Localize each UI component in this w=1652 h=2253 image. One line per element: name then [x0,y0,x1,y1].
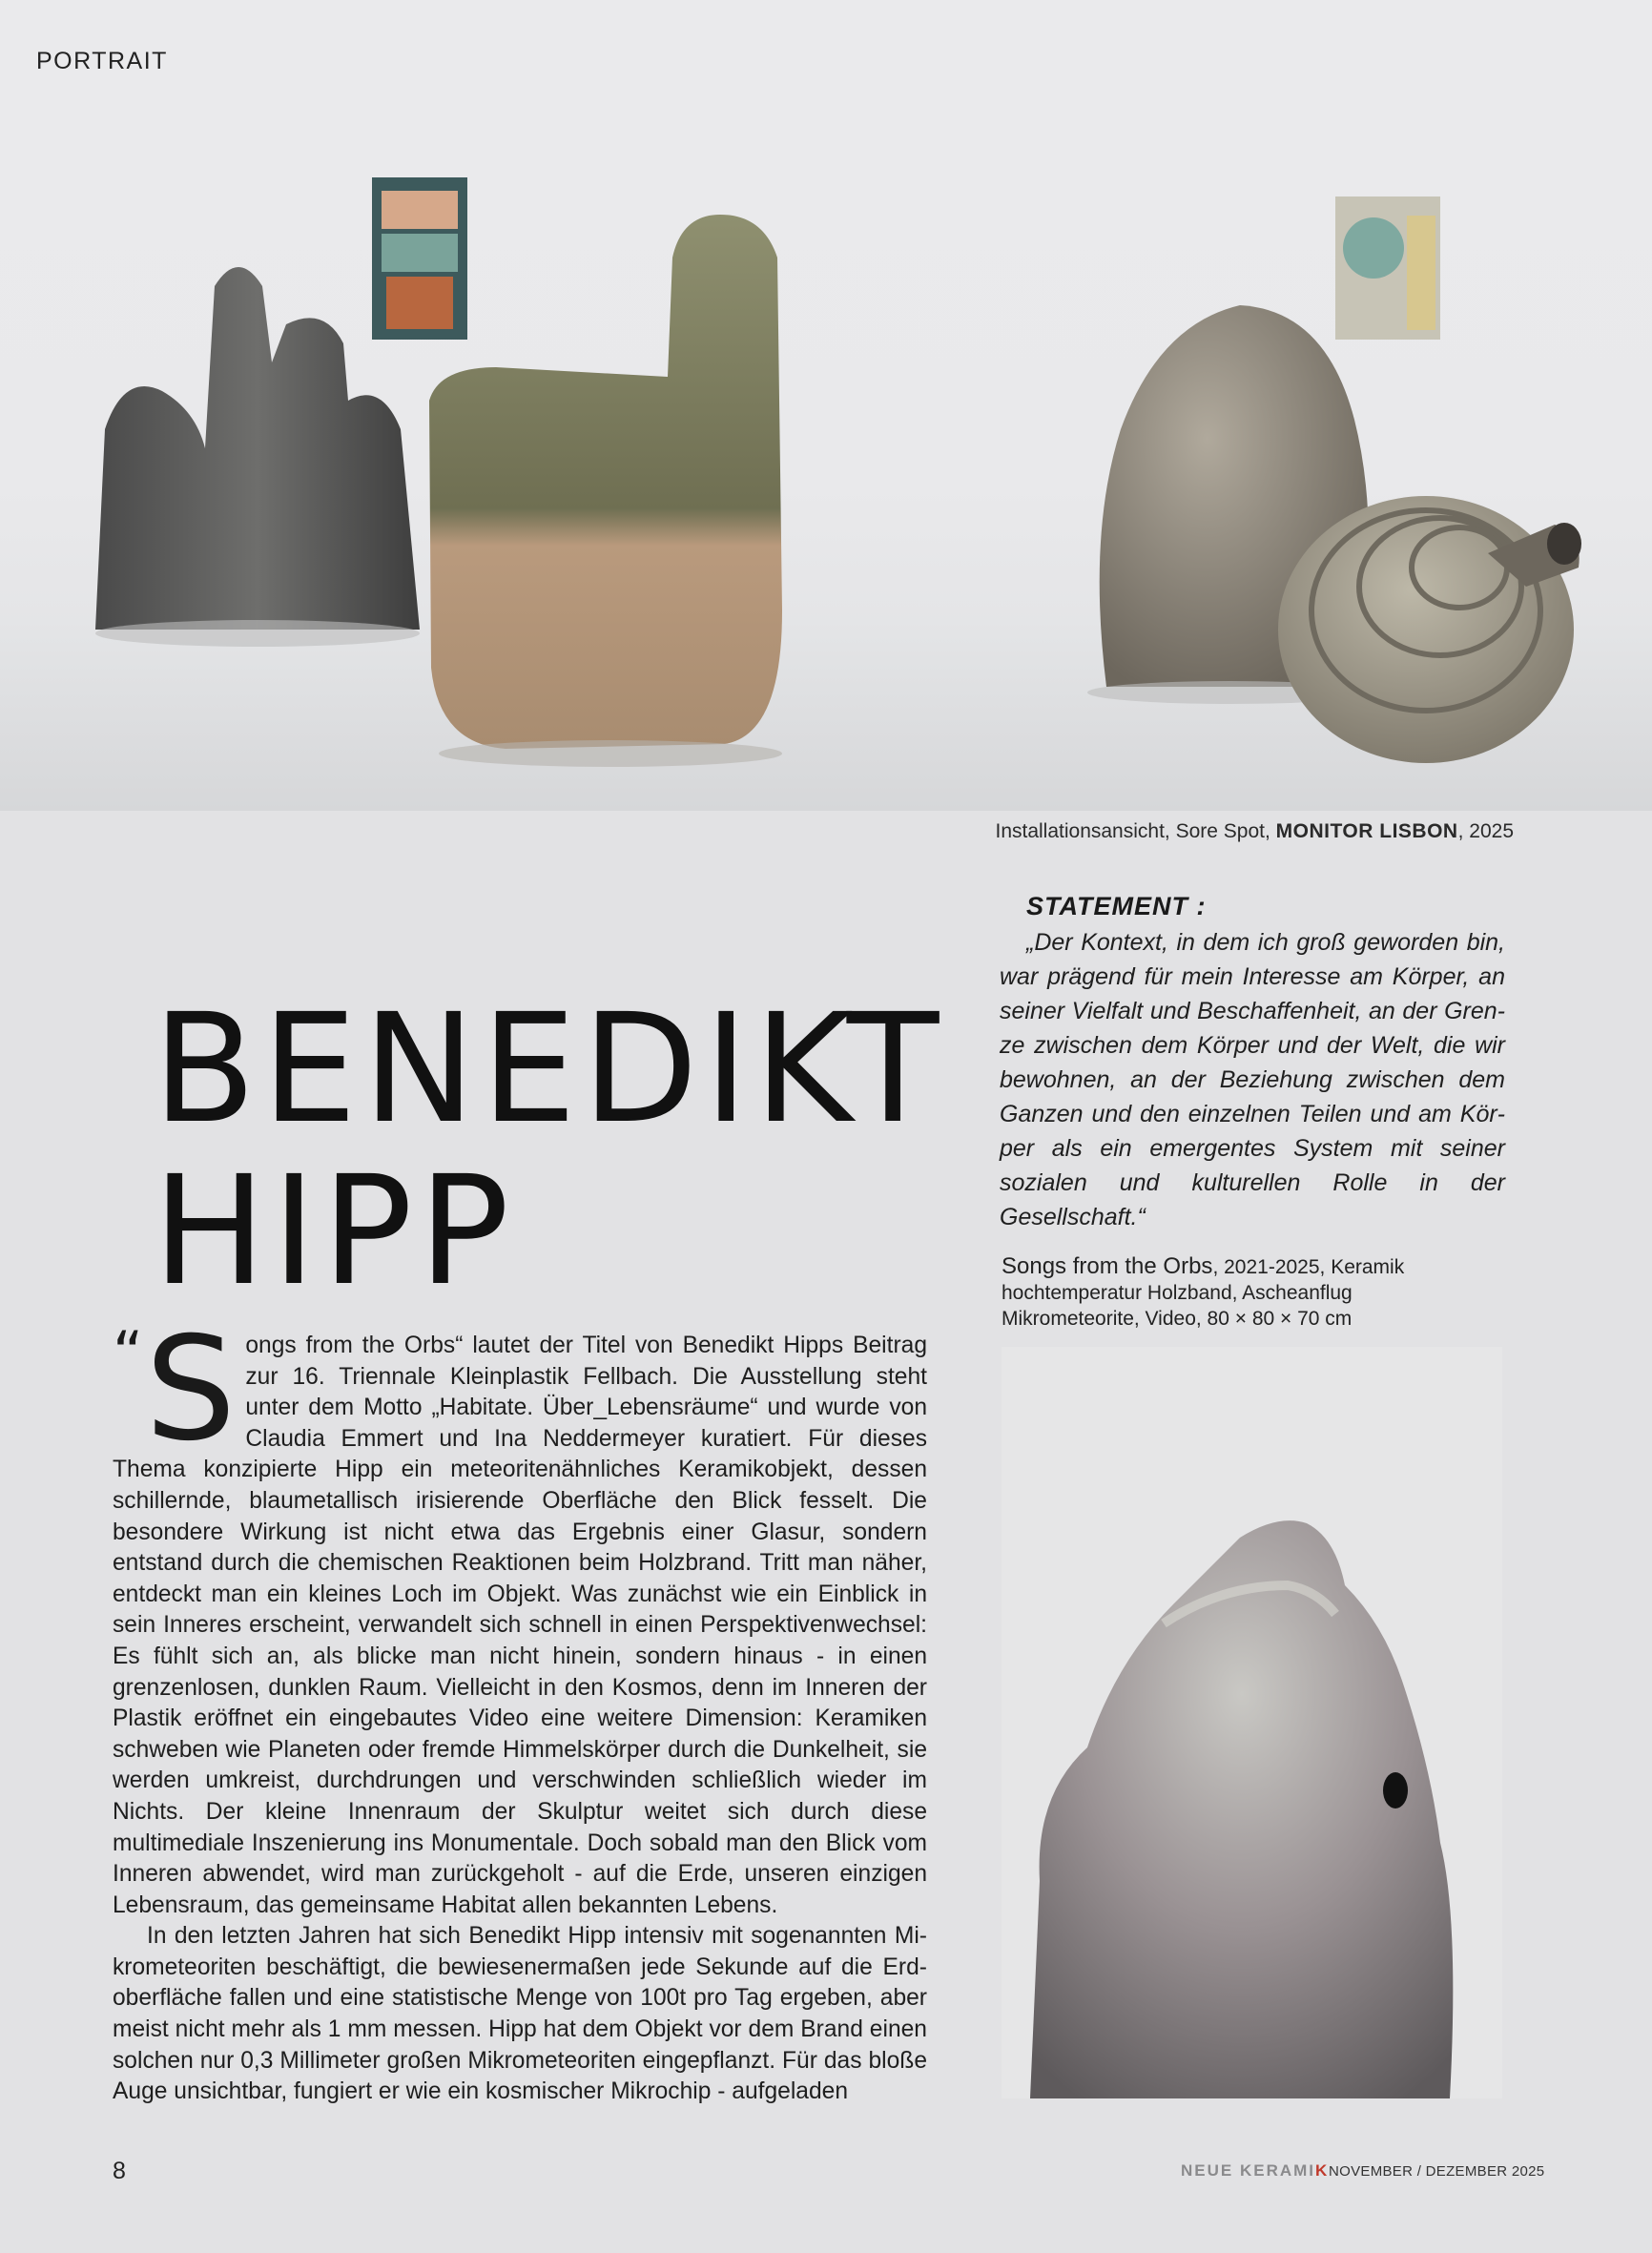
work-title: Songs from the Orbs [1002,1253,1213,1279]
work-caption [1002,1253,1459,1332]
page-number: 8 [113,2158,126,2184]
artist-statement [1000,892,1505,1234]
statement-heading: STATEMENT : [1026,892,1207,920]
article-body [113,1307,927,2108]
glazed-stool-sculpture [429,215,782,767]
body-paragraph-1-text: ongs from the Orbs“ lautet der Titel von Benedikt Hipps Beitrag zur 16. Triennale Kleinplastik Fellbach. Die Ausstellung steht unter dem Motto „Habitate. Über_Lebensräume“ und wurde von Claudia Emmert und Ina Neddermeyer kuratiert. Für dieses Thema konzipierte Hipp ein meteoritenähnliches Keramikobjekt, dessen schillernde, blaumetallisch irisierende Oberfläche den Blick fesselt. Die besondere Wirkung ist nicht etwa das Ergebnis einer Glasur, sondern entstand durch die chemischen Reaktionen beim Holzbrand. Tritt man näher, entdeckt man ein kleines Loch im Objekt. Was zunächst wie ein Einblick in sein Inneres erscheint, verwandelt sich schnell in einen Perspektivenwechsel: Es fühlt sich an, als blicke man nicht hinein, sondern hinaus - in einen grenzenlosen, dunklen Raum. Vielleicht in den Kosmos, denn im Inneren der Plastik eröffnet ein eingebautes Video eine weitere Dimension: Keramiken schweben wie Planeten oder fremde Himmelskörper durch die Dunkelheit, sie werden umkreist, durchdrungen und verschwinden schließlich wieder im Nichts. Der kleine Innenraum der Skulptur weitet sich durch diese multimediale Inszenierung ins Monumentale. Doch sobald man den Blick vom Inneren abwendet, wird man zurückgeholt - auf die Erde, unseren einzigen Lebensraum, das gemeinsame Habitat allen bekannten Lebens. [113,1333,927,1918]
hero-caption-venue: MONITOR LISBON [1275,820,1458,842]
grey-hand-sculpture [95,267,420,647]
work-details: , 2021-2025, Keramik hochtemperatur Holzband, Ascheanflug Mikrometeorite, Video, 80 × 80 × 70 cm [1002,1256,1405,1330]
title-line-first-name: BENEDIKT [153,981,945,1157]
magazine-logo-accent: K [1315,2161,1330,2180]
statement-text: „Der Kontext, in dem ich groß geworden bin, war prägend für mein Interesse am Körper, an seiner Vielfalt und Beschaffenheit, an der Grenze zwischen dem Körper und der Welt, die wir bewohnen, an der Beziehung zwischen dem Ganzen und den einzelnen Teilen und am Körper als ein emergentes System mit seiner sozialen und kulturellen Rolle in der Gesellschaft.“ [1000,929,1505,1230]
issue-date: NOVEMBER / DEZEMBER 2025 [1329,2163,1545,2180]
hero-caption-prefix: Installationsansicht, Sore Spot, [995,820,1276,842]
body-paragraph-1 [113,1307,927,1921]
title-line-last-name: HIPP [153,1143,515,1319]
magazine-logo [1181,2161,1329,2181]
body-paragraph-2: In den letzten Jahren hat sich Benedikt Hipp intensiv mit sogenannten Mikrometeoriten beschäftigt, die bewiesenermaßen jede Sekunde auf die Erdoberfläche fallen und eine statistische Menge von 100t pro Tag ergeben, aber meist nicht mehr als 1 mm messen. Hipp hat dem Objekt vor dem Brand einen solchen nur 0,3 Millimeter großen Mikrometeoriten eingepflanzt. Für das bloße Auge unsichtbar, fungiert er wie ein kosmischer Mikrochip - aufgeladen [113,1923,927,2105]
dropcap: S [145,1307,237,1473]
meteorite-sculpture-illustration [1002,1347,1502,2098]
hero-caption-suffix: , 2025 [1457,820,1514,842]
magazine-logo-main: NEUE KERAMI [1181,2161,1316,2180]
hero-caption [995,820,1514,843]
section-label: PORTRAIT [36,48,168,74]
installation-illustration [0,0,1652,811]
article-title [153,981,945,1319]
opening-quote-mark: “ [113,1318,144,1388]
hero-installation-photo [0,0,1652,811]
work-photo-songs-from-the-orbs [1002,1347,1502,2098]
